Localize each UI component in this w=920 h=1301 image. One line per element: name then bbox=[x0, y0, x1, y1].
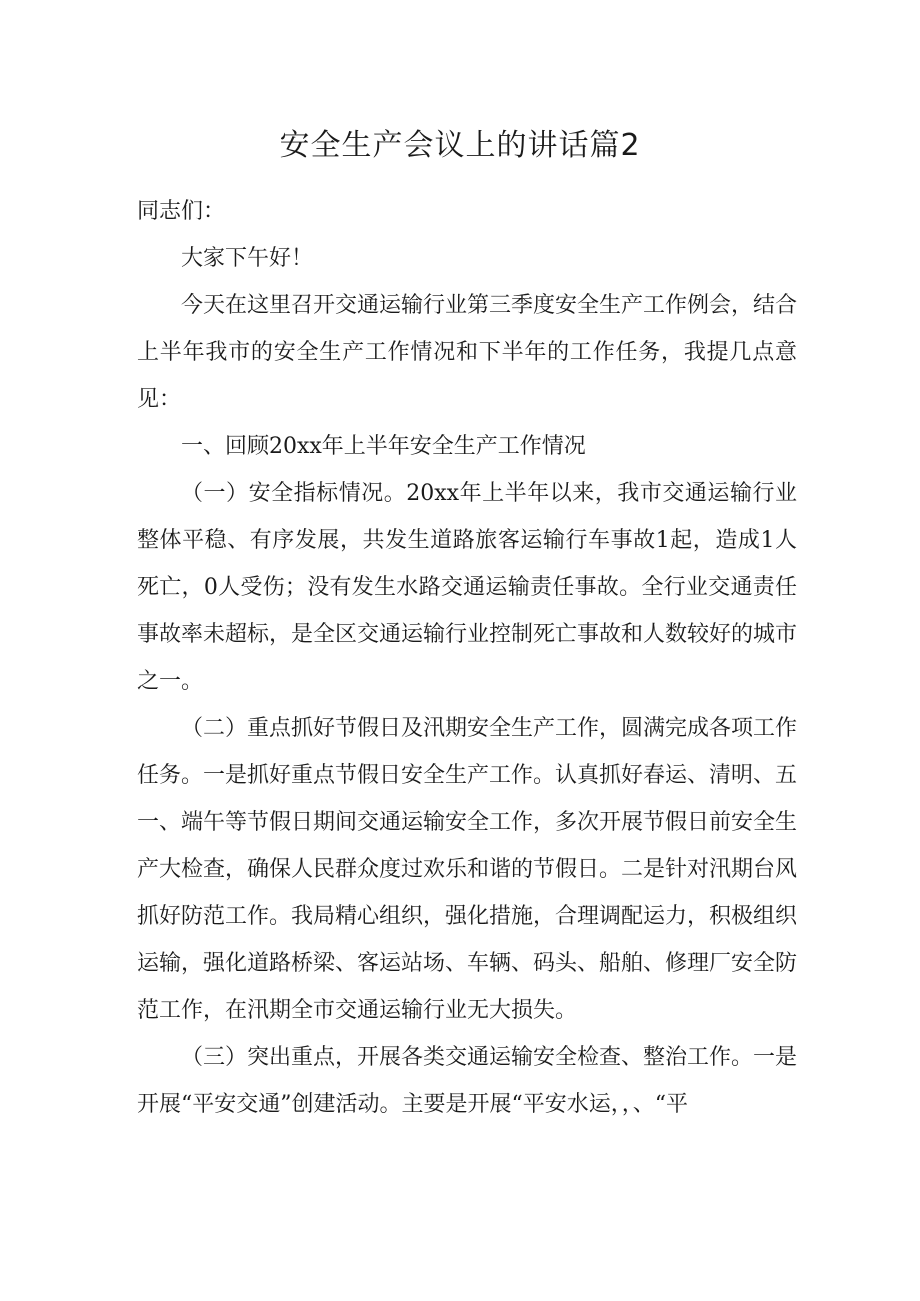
paragraph-safety-indicators: （一）安全指标情况。20xx年上半年以来，我市交通运输行业整体平稳、有序发展，共发生道路旅客运输行车事故1起，造成1人死亡，0人受伤；没有发生水路交通运输责任事故。全行业交通责任事故率未超标，是全区交通运输行业控制死亡事故和人数较好的城市之一。 bbox=[137, 481, 798, 694]
intro-paragraph: 今天在这里召开交通运输行业第三季度安全生产工作例会，结合上半年我市的安全生产工作情况和下半年的工作任务，我提几点意见： bbox=[137, 293, 798, 412]
document-body bbox=[137, 188, 797, 1128]
paragraph-holiday-flood-safety: （二）重点抓好节假日及汛期安全生产工作，圆满完成各项工作任务。一是抓好重点节假日安全生产工作。认真抓好春运、清明、五一、端午等节假日期间交通运输安全工作，多次开展节假日前安全生产大检查，确保人民群众度过欢乐和谐的节假日。二是针对汛期台风抓好防范工作。我局精心组织，强化措施，合理调配运力，积极组织运输，强化道路桥梁、客运站场、车辆、码头、船舶、修理厂安全防范工作，在汛期全市交通运输行业无大损失。 bbox=[137, 716, 798, 1023]
document-title: 安全生产会议上的讲话篇2 bbox=[279, 128, 641, 163]
paragraph-inspection-rectification: （三）突出重点，开展各类交通运输安全检查、整治工作。一是开展“平安交通”创建活动。主要是开展“平安水运，，、“平 bbox=[137, 1045, 798, 1117]
greeting: 大家下午好！ bbox=[181, 246, 314, 271]
salutation: 同志们： bbox=[137, 199, 226, 224]
section-heading: 一、回顾20xx年上半年安全生产工作情况 bbox=[181, 434, 586, 459]
